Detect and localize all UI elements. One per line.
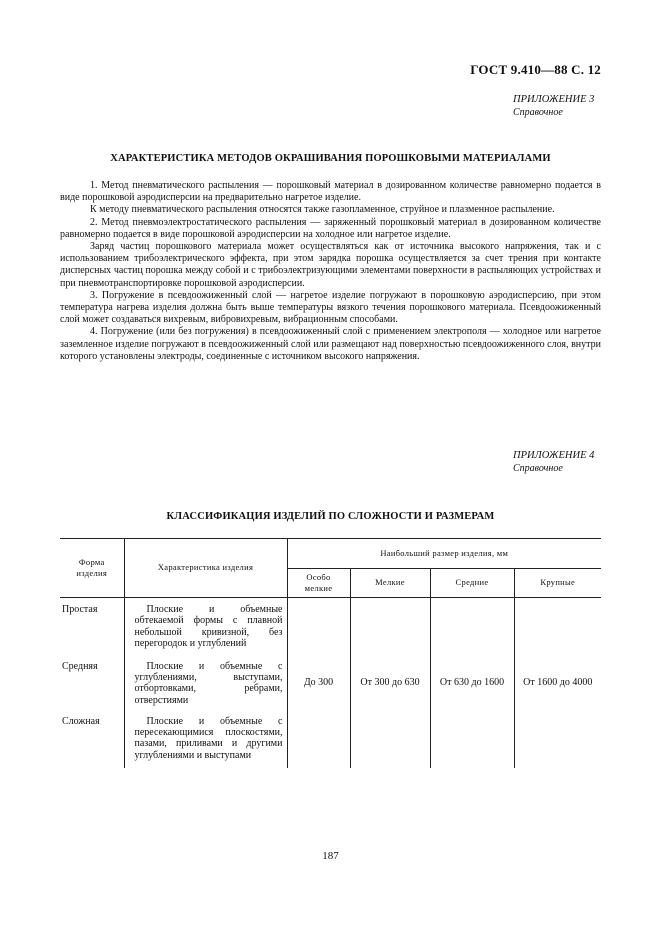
section-1-title: ХАРАКТЕРИСТИКА МЕТОДОВ ОКРАШИВАНИЯ ПОРОШКОВЫМИ МАТЕРИАЛАМИ <box>110 153 551 164</box>
row-form: Простая <box>62 604 98 615</box>
row-form: Сложная <box>62 715 100 727</box>
row-description: Плоские и объемные с пересекающимися плоскостями, пазами, приливами и другими углублениями и выступами <box>124 710 287 768</box>
appendix-4-title: ПРИЛОЖЕНИЕ 4 <box>513 450 595 461</box>
size-large: От 1600 до 4000 <box>514 598 601 768</box>
appendix-3-type: Справочное <box>513 107 563 118</box>
header-size-small: Мелкие <box>350 569 430 598</box>
paragraph: 1. Метод пневматического распыления — порошковый материал в дозированном количестве равномерно подается в виде порошковой аэродисперсии на предварительно нагретое изделие. <box>60 180 601 204</box>
paragraph: Заряд частиц порошкового материала может осуществляться как от источника высокого напряжения, так и с использованием трибоэлектрического эффекта, при этом зарядка порошка осуществляется за счет трения при контакте дисперсных частиц порошка между собой и с трибоэлектризующими элементами поверхности в распыляющих устройствах и при пневмотранспортировке порошковой аэродисперсии. <box>60 241 601 289</box>
standard-reference: ГОСТ 9.410—88 С. 12 <box>470 62 601 77</box>
row-description: Плоские и объемные обтекаемой формы с плавной небольшой кривизной, без перегородок и углублений <box>124 598 287 655</box>
appendix-4-label <box>513 449 594 475</box>
paragraph: 3. Погружение в псевдоожиженный слой — нагретое изделие погружают в порошковую аэродисперсию, при этом температура нагрева изделия должна быть выше температуры вязкого течения порошкового материала. Псевдоожиженный слой может создаваться вихревым, вибровихревым, вибрационным способами. <box>60 289 601 326</box>
paragraph: К методу пневматического распыления относятся также газопламенное, струйное и плазменное распыление. <box>90 204 555 216</box>
row-form: Средняя <box>62 660 98 672</box>
classification-table <box>60 538 601 768</box>
section-1-body <box>60 180 601 363</box>
header-size-medium: Средние <box>430 569 514 598</box>
header-size-large: Крупные <box>514 569 601 598</box>
appendix-3-label <box>513 93 594 119</box>
table-row <box>60 598 601 655</box>
paragraph: 2. Метод пневмоэлектростатического распыления — заряженный порошковый материал в дозированном количестве равномерно подается в виде порошковой аэродисперсии на холодное или нагретое изделие. <box>60 216 601 240</box>
size-medium: От 630 до 1600 <box>430 598 514 768</box>
header-description: Характеристика изделия <box>124 539 287 598</box>
row-description: Плоские и объемные с углублениями, выступами, отбортовками, ребрами, отверстиями <box>124 655 287 710</box>
size-small: От 300 до 630 <box>350 598 430 768</box>
appendix-3-title: ПРИЛОЖЕНИЕ 3 <box>513 94 595 105</box>
section-2-title: КЛАССИФИКАЦИЯ ИЗДЕЛИЙ ПО СЛОЖНОСТИ И РАЗМЕРАМ <box>166 511 495 522</box>
header-form: Форма изделия <box>60 539 124 598</box>
header-size-group: Наибольший размер изделия, мм <box>287 539 601 569</box>
size-extra-small: До 300 <box>287 598 350 768</box>
page-number: 187 <box>322 850 339 862</box>
header-size-extra-small: Особо мелкие <box>287 569 350 598</box>
appendix-4-type: Справочное <box>513 463 563 474</box>
paragraph: 4. Погружение (или без погружения) в псевдоожиженный слой с применением электрополя — холодное или нагретое заземленное изделие погружают в псевдоожиженный слой или размещают над поверхностью псевдоожиженного слоя, внутри которого установлены электроды, соединенные с источником высокого напряжения. <box>60 326 601 362</box>
